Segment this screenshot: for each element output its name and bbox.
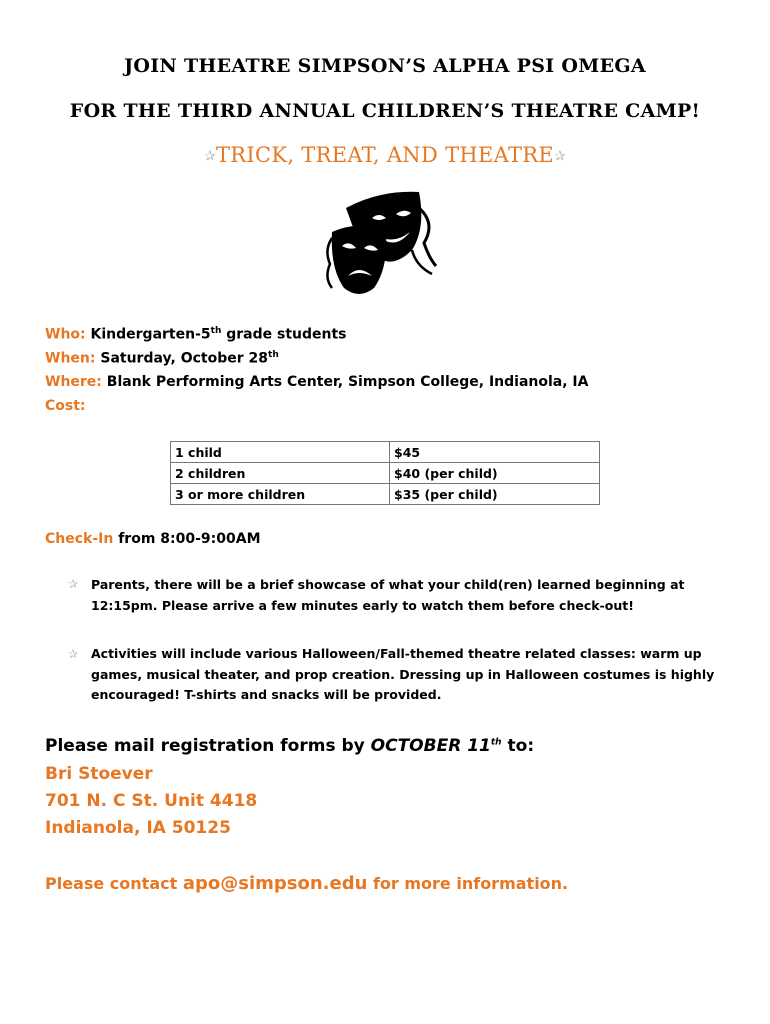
theatre-masks-image xyxy=(324,188,442,300)
header-line-3 xyxy=(0,143,770,167)
where-label: Where: xyxy=(45,374,102,390)
table-cell: 1 child xyxy=(171,442,390,463)
contact-email[interactable]: apo@simpson.edu xyxy=(182,873,368,894)
who-line xyxy=(45,326,347,343)
who-value: Kindergarten-5 xyxy=(90,326,211,343)
checkin-label: Check-In xyxy=(45,531,114,547)
table-row xyxy=(171,463,600,484)
contact-text-end: for more information. xyxy=(367,874,569,893)
where-line xyxy=(45,374,588,390)
bullet-item: Activities will include various Halloween/Fall-themed theatre related classes: warm up games, musical theater, and prop creation. Dressing up in Halloween costumes is highly encouraged! T-shirts and snacks will be provided. xyxy=(91,646,715,702)
table-cell: 3 or more children xyxy=(171,484,390,505)
when-label: When: xyxy=(45,350,96,367)
cost-table xyxy=(170,441,600,505)
address-name: Bri Stoever xyxy=(45,764,153,784)
who-sup: th xyxy=(210,326,222,336)
who-value-rest: grade students xyxy=(221,326,347,343)
checkin-line xyxy=(45,531,261,547)
table-row xyxy=(171,484,600,505)
deadline-text-end: to: xyxy=(501,736,535,756)
who-label: Who: xyxy=(45,326,86,343)
address-city: Indianola, IA 50125 xyxy=(45,818,231,838)
contact-text: Please contact xyxy=(45,874,183,893)
table-cell: $45 xyxy=(390,442,600,463)
table-cell: 2 children xyxy=(171,463,390,484)
star-bullet-icon: ✰ xyxy=(68,647,79,661)
deadline-text: Please mail registration forms by xyxy=(45,736,371,756)
table-row xyxy=(171,442,600,463)
cost-label: Cost: xyxy=(45,398,86,414)
cost-line xyxy=(45,398,86,414)
checkin-value: from 8:00-9:00AM xyxy=(113,531,261,547)
contact-line xyxy=(45,873,568,894)
address-street: 701 N. C St. Unit 4418 xyxy=(45,791,258,811)
table-cell: $40 (per child) xyxy=(390,463,600,484)
star-icon: ✰ xyxy=(554,148,567,165)
when-sup: th xyxy=(268,350,279,360)
star-bullet-icon: ✰ xyxy=(68,577,79,591)
bullet-item: Parents, there will be a brief showcase of what your child(ren) learned beginning at 12:15pm. Please arrive a few minutes early to watch them before check-out! xyxy=(91,577,685,613)
deadline-sup: th xyxy=(490,737,502,748)
header-line-2: FOR THE THIRD ANNUAL CHILDREN’S THEATRE CAMP! xyxy=(69,100,701,122)
header-line-1: JOIN THEATRE SIMPSON’S ALPHA PSI OMEGA xyxy=(124,55,646,77)
when-line xyxy=(45,350,279,367)
when-value: Saturday, October 28 xyxy=(100,350,269,367)
deadline-date: OCTOBER 11 xyxy=(370,736,491,756)
table-cell: $35 (per child) xyxy=(390,484,600,505)
camp-theme-title: TRICK, TREAT, AND THEATRE xyxy=(215,143,555,167)
where-value: Blank Performing Arts Center, Simpson College, Indianola, IA xyxy=(106,374,589,390)
registration-deadline xyxy=(45,736,534,756)
star-icon: ✰ xyxy=(203,148,216,165)
